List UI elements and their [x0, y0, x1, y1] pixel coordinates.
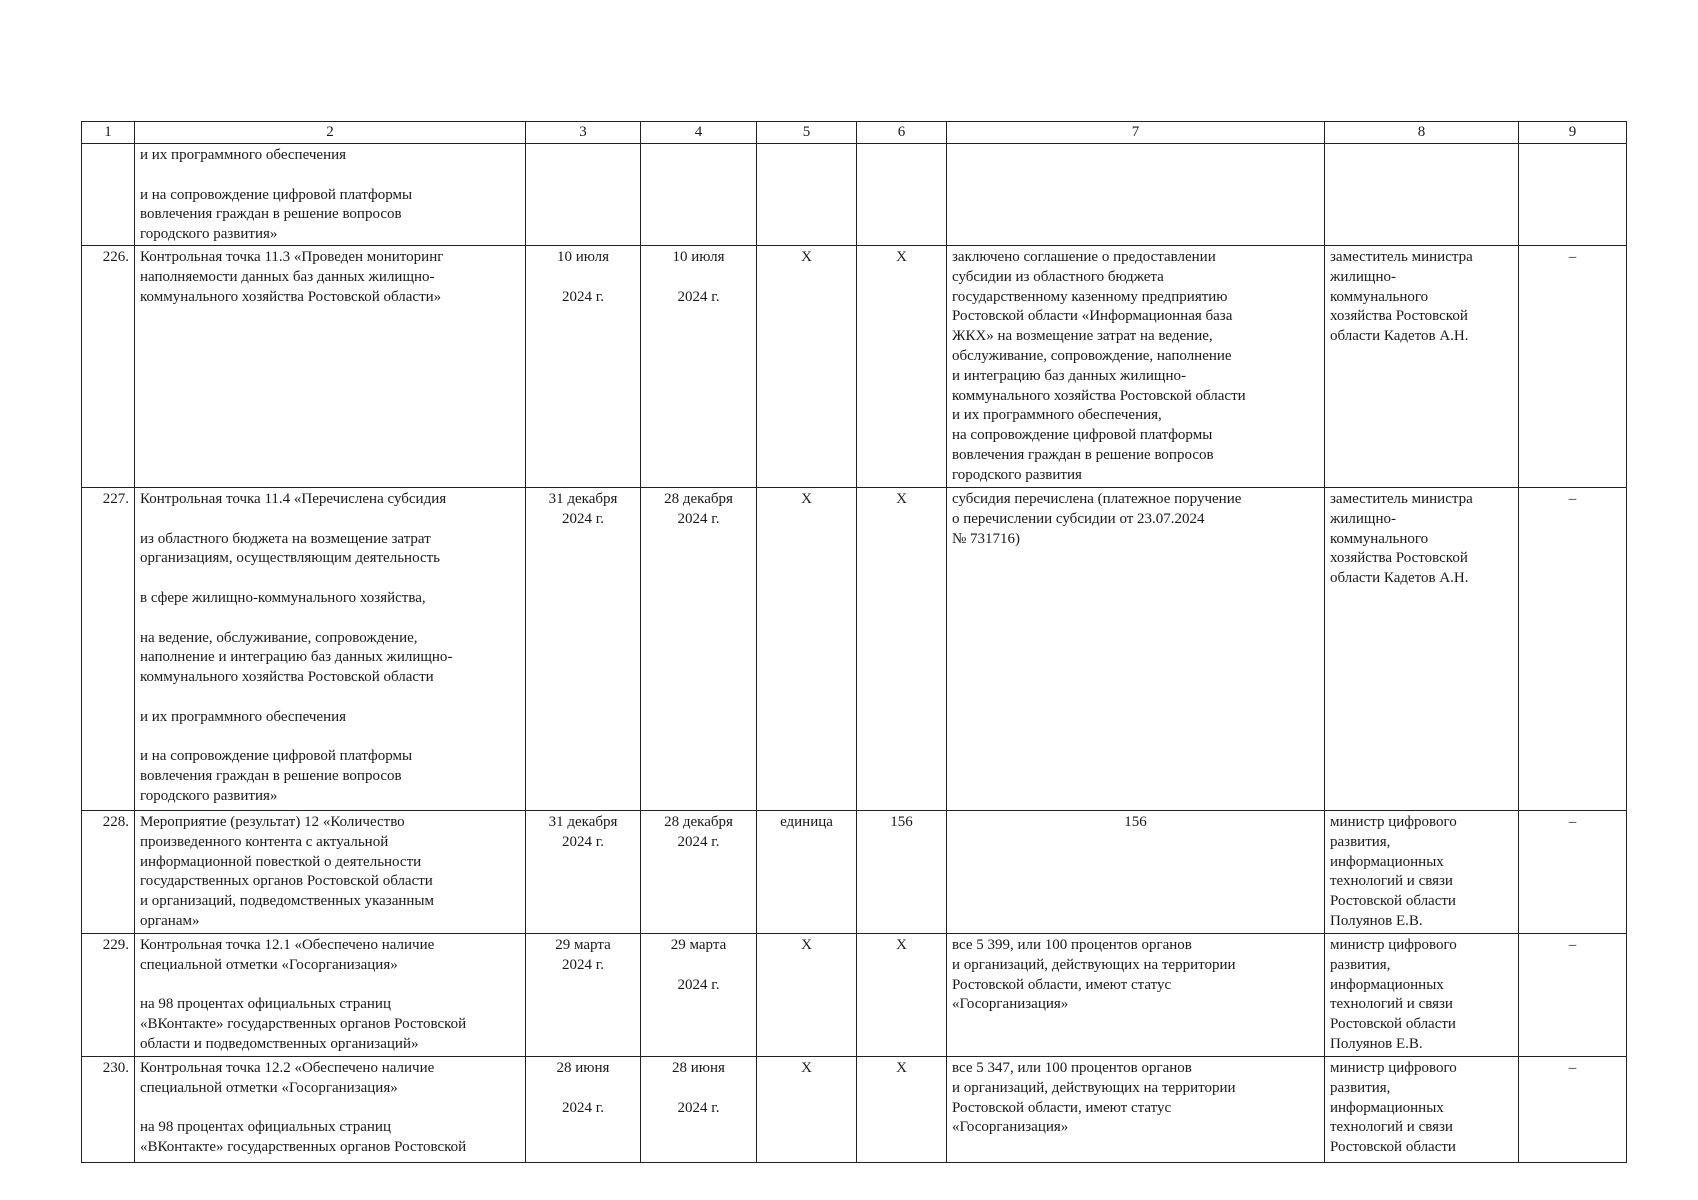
- cell-text-line: информационных: [1330, 976, 1444, 993]
- cell-text-line: 2024 г.: [562, 288, 604, 305]
- cell-text-line: Полуянов Е.В.: [1330, 912, 1423, 929]
- cell-text-line: [646, 956, 751, 976]
- plan-table: [81, 121, 1627, 1163]
- cell-text-line: наполнение и интеграцию баз данных жилищно-: [140, 649, 453, 666]
- cell-text-line: и интеграцию баз данных жилищно-: [952, 367, 1186, 384]
- cell-text-line: Ростовской области, имеют статус: [952, 976, 1172, 993]
- cell-text-line: ЖКХ» на возмещение затрат на ведение,: [952, 328, 1213, 345]
- cell-text-line: коммунального: [1330, 530, 1429, 547]
- cell-text-line: технологий и связи: [1330, 996, 1453, 1013]
- responsible-person-cell: [1325, 245, 1519, 487]
- cell-text-line: информационных: [1330, 853, 1444, 870]
- cell-text-line: [646, 268, 751, 288]
- cell-text-line: «Госорганизация»: [952, 1119, 1069, 1136]
- event-description-cell: [135, 933, 526, 1056]
- cell-text-line: 2024 г.: [677, 1099, 720, 1116]
- cell-text-line: информационной повесткой о деятельности: [140, 853, 422, 870]
- cell-text-line: Ростовской области: [1330, 1016, 1456, 1033]
- cell-text-line: 229.: [102, 936, 129, 953]
- cell-text-line: 10 июля: [557, 248, 609, 265]
- cell-text-line: области Кадетов А.Н.: [1330, 570, 1469, 587]
- result-description-cell: [947, 933, 1325, 1056]
- cell-text-line: субсидии из областного бюджета: [952, 268, 1164, 285]
- row-number-cell: [82, 144, 135, 246]
- cell-text-line: вовлечения граждан в решение вопросов: [140, 206, 402, 223]
- column-number-header: 9: [1519, 122, 1627, 144]
- event-description-cell: [135, 810, 526, 933]
- cell-text-line: [140, 688, 520, 708]
- row-number-cell: [82, 933, 135, 1056]
- cell-text-line: произведенного контента с актуальной: [140, 833, 389, 850]
- cell-text-line: субсидия перечислена (платежное поручение: [952, 490, 1242, 507]
- responsible-person-cell: [1325, 144, 1519, 246]
- table-row: [82, 1056, 1627, 1162]
- cell-text-line: Контрольная точка 11.3 «Проведен мониторинг: [140, 248, 444, 265]
- cell-text-line: Контрольная точка 11.4 «Перечислена субсидия: [140, 490, 447, 507]
- cell-text-line: все 5 347, или 100 процентов органов: [952, 1059, 1192, 1076]
- unit-cell: [757, 1056, 857, 1162]
- cell-text-line: Ростовской области: [1330, 893, 1456, 910]
- cell-text-line: Х: [896, 936, 907, 953]
- cell-text-line: 227.: [102, 490, 129, 507]
- unit-cell: [757, 245, 857, 487]
- planned-value-cell: [857, 810, 947, 933]
- cell-text-line: № 731716): [952, 530, 1021, 547]
- cell-text-line: Х: [801, 1059, 812, 1076]
- cell-text-line: министр цифрового: [1330, 936, 1457, 953]
- note-cell: [1519, 933, 1627, 1056]
- column-number-header-row: [82, 122, 1627, 144]
- cell-text-line: заключено соглашение о предоставлении: [952, 248, 1216, 265]
- event-description-cell: [135, 144, 526, 246]
- cell-text-line: Контрольная точка 12.1 «Обеспечено наличие: [140, 936, 435, 953]
- cell-text-line: 2024 г.: [562, 833, 604, 850]
- note-cell: [1519, 245, 1627, 487]
- cell-text-line: области и подведомственных организаций»: [140, 1035, 419, 1052]
- cell-text-line: вовлечения граждан в решение вопросов: [952, 446, 1214, 463]
- cell-text-line: о перечислении субсидии от 23.07.2024: [952, 510, 1205, 527]
- actual-date-cell: [641, 487, 757, 810]
- cell-text-line: [646, 1079, 751, 1099]
- responsible-person-cell: [1325, 933, 1519, 1056]
- cell-text-line: в сфере жилищно-коммунального хозяйства,: [140, 589, 426, 606]
- cell-text-line: развития,: [1330, 956, 1391, 973]
- cell-text-line: 2024 г.: [677, 833, 720, 850]
- planned-value-cell: [857, 245, 947, 487]
- cell-text-line: –: [1568, 248, 1577, 265]
- planned-date-cell: [526, 1056, 641, 1162]
- cell-text-line: 156: [1124, 813, 1147, 830]
- cell-text-line: развития,: [1330, 1079, 1391, 1096]
- cell-text-line: 31 декабря: [548, 813, 618, 830]
- cell-text-line: –: [1568, 490, 1577, 507]
- cell-text-line: 2024 г.: [562, 510, 604, 527]
- cell-text-line: Х: [896, 248, 907, 265]
- cell-text-line: развития,: [1330, 833, 1391, 850]
- cell-text-line: и их программного обеспечения,: [952, 407, 1162, 424]
- cell-text-line: [531, 268, 635, 288]
- cell-text-line: [140, 976, 520, 996]
- cell-text-line: 31 декабря: [548, 490, 618, 507]
- result-description-cell: [947, 487, 1325, 810]
- result-description-cell: [947, 1056, 1325, 1162]
- cell-text-line: [87, 146, 129, 166]
- cell-text-line: коммунального хозяйства Ростовской области»: [140, 288, 442, 305]
- actual-date-cell: [641, 933, 757, 1056]
- table-row: [82, 810, 1627, 933]
- cell-text-line: жилищно-: [1330, 268, 1396, 285]
- table-row: [82, 144, 1627, 246]
- cell-text-line: Мероприятие (результат) 12 «Количество: [140, 813, 405, 830]
- cell-text-line: вовлечения граждан в решение вопросов: [140, 768, 402, 785]
- cell-text-line: Х: [801, 936, 812, 953]
- cell-text-line: Ростовской области «Информационная база: [952, 308, 1233, 325]
- result-description-cell: [947, 810, 1325, 933]
- unit-cell: [757, 933, 857, 1056]
- row-number-cell: [82, 245, 135, 487]
- cell-text-line: –: [1568, 936, 1577, 953]
- cell-text-line: 226.: [102, 248, 129, 265]
- cell-text-line: 28 декабря: [664, 813, 733, 830]
- responsible-person-cell: [1325, 1056, 1519, 1162]
- table-row: [82, 933, 1627, 1056]
- cell-text-line: коммунального хозяйства Ростовской области: [140, 669, 434, 686]
- cell-text-line: Полуянов Е.В.: [1330, 1035, 1423, 1052]
- responsible-person-cell: [1325, 810, 1519, 933]
- cell-text-line: 29 марта: [670, 936, 727, 953]
- cell-text-line: единица: [780, 813, 833, 830]
- cell-text-line: и на сопровождение цифровой платформы: [140, 186, 413, 203]
- cell-text-line: [140, 166, 520, 186]
- planned-value-cell: [857, 1056, 947, 1162]
- cell-text-line: 2024 г.: [677, 288, 720, 305]
- cell-text-line: министр цифрового: [1330, 813, 1457, 830]
- cell-text-line: и организаций, действующих на территории: [952, 956, 1236, 973]
- unit-cell: [757, 810, 857, 933]
- planned-date-cell: [526, 487, 641, 810]
- cell-text-line: [140, 569, 520, 589]
- planned-date-cell: [526, 144, 641, 246]
- actual-date-cell: [641, 144, 757, 246]
- cell-text-line: 156: [890, 813, 913, 830]
- cell-text-line: Х: [801, 490, 812, 507]
- planned-value-cell: [857, 144, 947, 246]
- column-number-header: 2: [135, 122, 526, 144]
- cell-text-line: специальной отметки «Госорганизация»: [140, 956, 398, 973]
- cell-text-line: наполняемости данных баз данных жилищно-: [140, 268, 435, 285]
- cell-text-line: коммунального хозяйства Ростовской области: [952, 387, 1246, 404]
- cell-text-line: –: [1568, 1059, 1577, 1076]
- actual-date-cell: [641, 810, 757, 933]
- cell-text-line: Ростовской области, имеют статус: [952, 1099, 1172, 1116]
- cell-text-line: технологий и связи: [1330, 873, 1453, 890]
- cell-text-line: городского развития: [952, 466, 1082, 483]
- cell-text-line: 10 июля: [672, 248, 725, 265]
- table-row: [82, 245, 1627, 487]
- event-description-cell: [135, 245, 526, 487]
- cell-text-line: министр цифрового: [1330, 1059, 1457, 1076]
- cell-text-line: [140, 510, 520, 530]
- cell-text-line: 228.: [102, 813, 129, 830]
- cell-text-line: заместитель министра: [1330, 490, 1473, 507]
- cell-text-line: 2024 г.: [677, 976, 720, 993]
- cell-text-line: 28 июня: [672, 1059, 725, 1076]
- cell-text-line: коммунального: [1330, 288, 1429, 305]
- cell-text-line: на 98 процентах официальных страниц: [140, 1119, 391, 1136]
- cell-text-line: [531, 1079, 635, 1099]
- cell-text-line: органам»: [140, 912, 200, 929]
- note-cell: [1519, 810, 1627, 933]
- event-description-cell: [135, 1056, 526, 1162]
- cell-text-line: 28 декабря: [664, 490, 733, 507]
- row-number-cell: [82, 487, 135, 810]
- cell-text-line: «ВКонтакте» государственных органов Ростовской: [140, 1139, 467, 1156]
- column-number-header: 7: [947, 122, 1325, 144]
- cell-text-line: [140, 728, 520, 748]
- result-description-cell: [947, 144, 1325, 246]
- cell-text-line: на сопровождение цифровой платформы: [952, 427, 1213, 444]
- cell-text-line: все 5 399, или 100 процентов органов: [952, 936, 1192, 953]
- cell-text-line: государственному казенному предприятию: [952, 288, 1228, 305]
- row-number-cell: [82, 1056, 135, 1162]
- cell-text-line: и организаций, действующих на территории: [952, 1079, 1236, 1096]
- cell-text-line: 28 июня: [556, 1059, 610, 1076]
- unit-cell: [757, 144, 857, 246]
- actual-date-cell: [641, 1056, 757, 1162]
- cell-text-line: организациям, осуществляющим деятельность: [140, 550, 440, 567]
- planned-date-cell: [526, 245, 641, 487]
- cell-text-line: технологий и связи: [1330, 1119, 1453, 1136]
- cell-text-line: информационных: [1330, 1099, 1444, 1116]
- note-cell: [1519, 487, 1627, 810]
- cell-text-line: жилищно-: [1330, 510, 1396, 527]
- cell-text-line: –: [1568, 813, 1577, 830]
- note-cell: [1519, 144, 1627, 246]
- column-number-header: 4: [641, 122, 757, 144]
- cell-text-line: хозяйства Ростовской: [1330, 550, 1468, 567]
- cell-text-line: 29 марта: [555, 936, 611, 953]
- cell-text-line: Х: [896, 490, 907, 507]
- event-description-cell: [135, 487, 526, 810]
- cell-text-line: 2024 г.: [562, 956, 604, 973]
- cell-text-line: [140, 1099, 520, 1119]
- cell-text-line: Контрольная точка 12.2 «Обеспечено наличие: [140, 1059, 435, 1076]
- column-number-header: 5: [757, 122, 857, 144]
- cell-text-line: на ведение, обслуживание, сопровождение,: [140, 629, 418, 646]
- note-cell: [1519, 1056, 1627, 1162]
- result-description-cell: [947, 245, 1325, 487]
- cell-text-line: и организаций, подведомственных указанным: [140, 893, 435, 910]
- cell-text-line: хозяйства Ростовской: [1330, 308, 1468, 325]
- unit-cell: [757, 487, 857, 810]
- cell-text-line: специальной отметки «Госорганизация»: [140, 1079, 398, 1096]
- cell-text-line: и на сопровождение цифровой платформы: [140, 748, 413, 765]
- cell-text-line: 230.: [102, 1059, 129, 1076]
- cell-text-line: области Кадетов А.Н.: [1330, 328, 1469, 345]
- cell-text-line: [140, 609, 520, 629]
- planned-value-cell: [857, 933, 947, 1056]
- cell-text-line: «Госорганизация»: [952, 996, 1069, 1013]
- planned-value-cell: [857, 487, 947, 810]
- responsible-person-cell: [1325, 487, 1519, 810]
- column-number-header: 1: [82, 122, 135, 144]
- planned-date-cell: [526, 933, 641, 1056]
- cell-text-line: Х: [896, 1059, 907, 1076]
- cell-text-line: городского развития»: [140, 226, 278, 243]
- cell-text-line: 2024 г.: [562, 1099, 604, 1116]
- column-number-header: 3: [526, 122, 641, 144]
- cell-text-line: «ВКонтакте» государственных органов Ростовской: [140, 1016, 467, 1033]
- cell-text-line: заместитель министра: [1330, 248, 1473, 265]
- cell-text-line: Х: [801, 248, 812, 265]
- actual-date-cell: [641, 245, 757, 487]
- cell-text-line: Ростовской области: [1330, 1139, 1456, 1156]
- table-row: [82, 487, 1627, 810]
- column-number-header: 6: [857, 122, 947, 144]
- cell-text-line: и их программного обеспечения: [140, 147, 347, 163]
- cell-text-line: обслуживание, сопровождение, наполнение: [952, 347, 1232, 364]
- cell-text-line: городского развития»: [140, 787, 278, 804]
- cell-text-line: государственных органов Ростовской области: [140, 873, 433, 890]
- column-number-header: 8: [1325, 122, 1519, 144]
- cell-text-line: на 98 процентах официальных страниц: [140, 996, 391, 1013]
- row-number-cell: [82, 810, 135, 933]
- planned-date-cell: [526, 810, 641, 933]
- cell-text-line: 2024 г.: [677, 510, 720, 527]
- cell-text-line: и их программного обеспечения: [140, 708, 347, 725]
- cell-text-line: из областного бюджета на возмещение затрат: [140, 530, 431, 547]
